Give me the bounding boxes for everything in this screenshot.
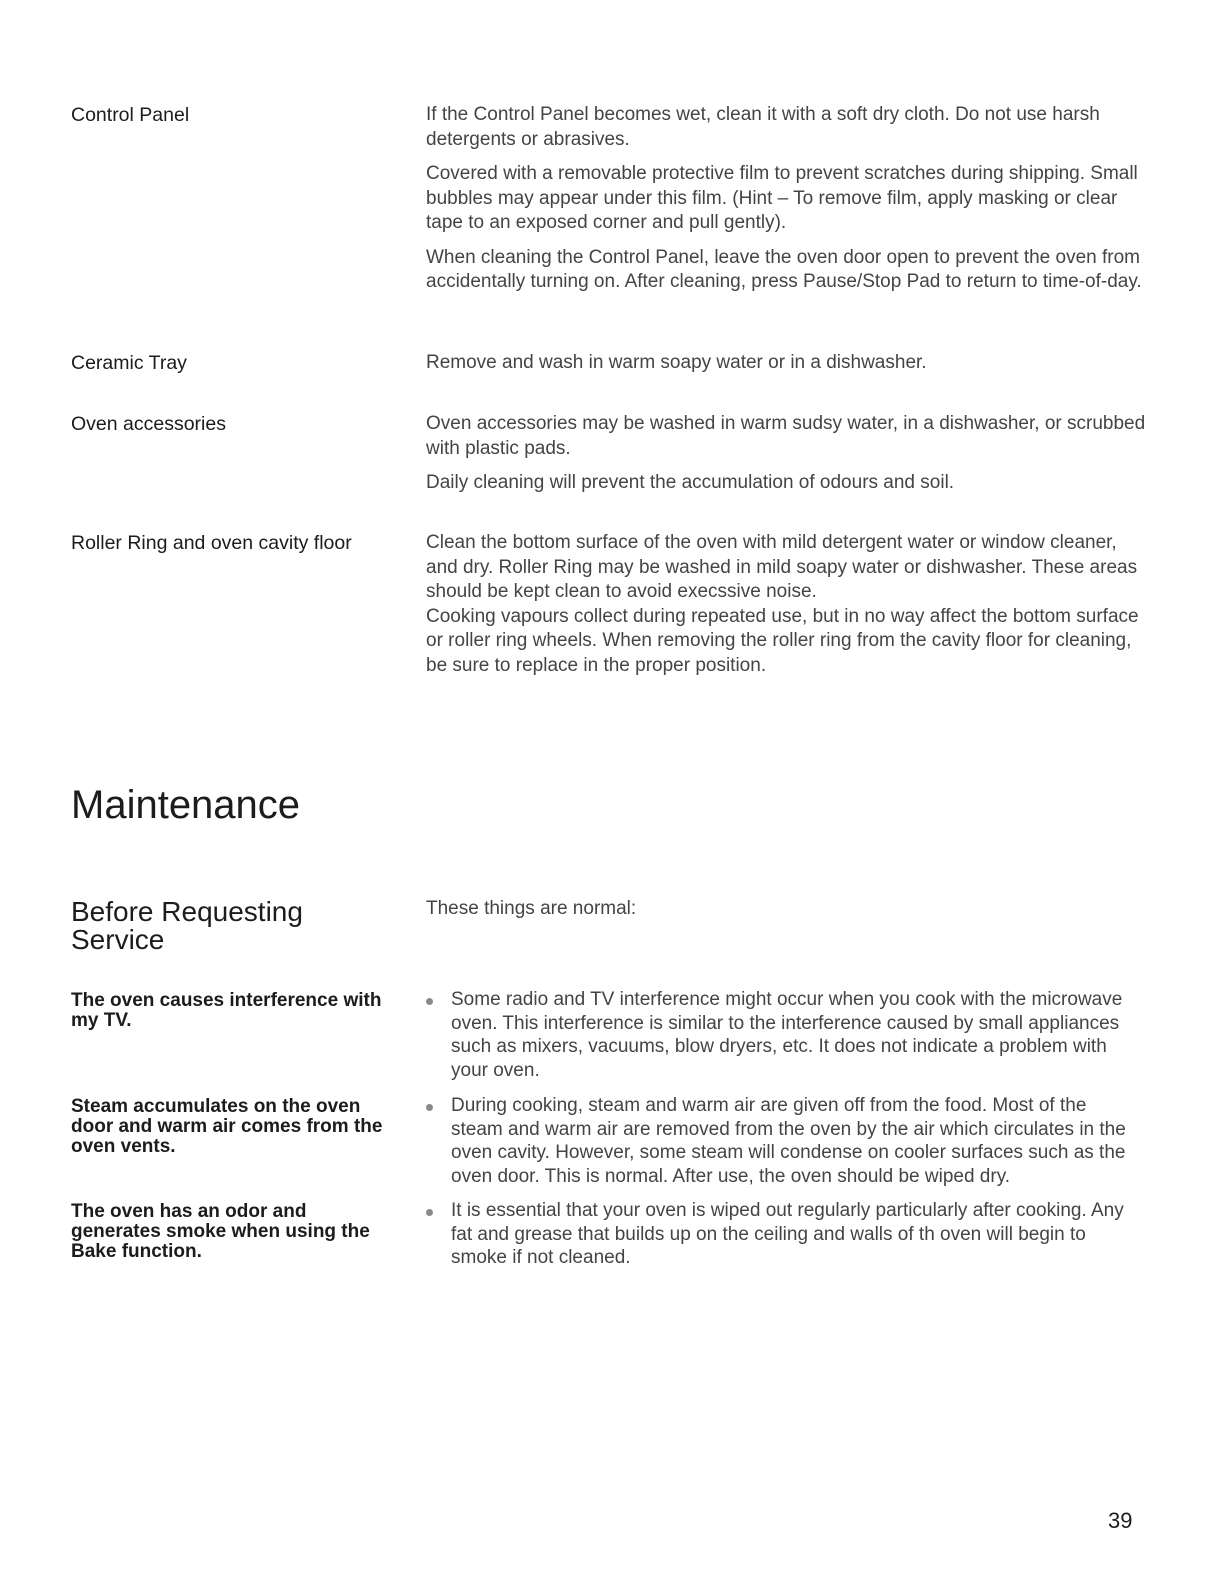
roller-ring-label: Roller Ring and oven cavity floor [71,532,352,554]
control-panel-description [426,103,1146,305]
list-item [426,1199,1136,1270]
bullet-icon [426,1104,433,1111]
list-item [426,988,1136,1083]
roller-ring-paragraph: Cooking vapours collect during repeated use, but in no way affect the bottom surface or roller ring wheels. When removing the roller ring from the cavity floor for cleaning, be sure to replace in the proper position. [426,605,1139,676]
issue-label: The oven causes interference with my TV. [71,990,382,1031]
roller-ring-description [426,531,1146,678]
control-panel-paragraph: Covered with a removable protective film to prevent scratches during shipping. Small bubbles may appear under this film. (Hint – To remove film, apply masking or clear tape to an exposed corner and pull gently). [426,163,1138,233]
bullet-icon [426,1209,433,1216]
maintenance-heading: Maintenance [71,783,301,827]
issue-label: The oven has an odor and generates smoke when using the Bake function. [71,1201,370,1262]
issue-label: Steam accumulates on the oven door and warm air comes from the oven vents. [71,1096,383,1157]
control-panel-label: Control Panel [71,104,190,126]
before-requesting-service-heading: Before Requesting Service [71,896,303,955]
oven-accessories-paragraph: Oven accessories may be washed in warm sudsy water, in a dishwasher, or scrubbed with plastic pads. [426,413,1146,459]
oven-accessories-description [426,412,1146,506]
roller-ring-paragraph: Clean the bottom surface of the oven with mild detergent water or window cleaner, and dry. Roller Ring may be washed in mild soapy water or dishwasher. These areas should be kept clean to avoid execssive noise. [426,532,1138,602]
ceramic-tray-description [426,351,1146,386]
list-item [426,1094,1136,1189]
control-panel-paragraph: If the Control Panel becomes wet, clean it with a soft dry cloth. Do not use harsh detergents or abrasives. [426,104,1100,150]
issue-explanation: It is essential that your oven is wiped out regularly particularly after cooking. Any fat and grease that builds up on the ceiling and walls of th oven will begin to smoke if not cleaned. [451,1200,1124,1269]
bullet-icon [426,998,433,1005]
control-panel-paragraph: When cleaning the Control Panel, leave the oven door open to prevent the oven from accidentally turning on. After cleaning, press Pause/Stop Pad to return to time-of-day. [426,246,1142,292]
page-number: 39 [1108,1508,1133,1533]
oven-accessories-paragraph: Daily cleaning will prevent the accumulation of odours and soil. [426,472,955,493]
issue-explanation: During cooking, steam and warm air are given off from the food. Most of the steam and warm air are removed from the oven by the air which circulates in the oven cavity. However, some steam will condense on cooler surfaces such as the oven door. This is normal. After use, the oven should be wiped dry. [451,1095,1126,1188]
ceramic-tray-label: Ceramic Tray [71,352,187,374]
normal-things-intro: These things are normal: [426,898,637,919]
ceramic-tray-paragraph: Remove and wash in warm soapy water or in a dishwasher. [426,352,927,373]
issue-explanation: Some radio and TV interference might occur when you cook with the microwave oven. This interference is similar to the interference caused by small appliances such as mixers, vacuums, blow dryers, etc. It does not indicate a problem with your oven. [451,989,1123,1082]
oven-accessories-label: Oven accessories [71,413,226,435]
